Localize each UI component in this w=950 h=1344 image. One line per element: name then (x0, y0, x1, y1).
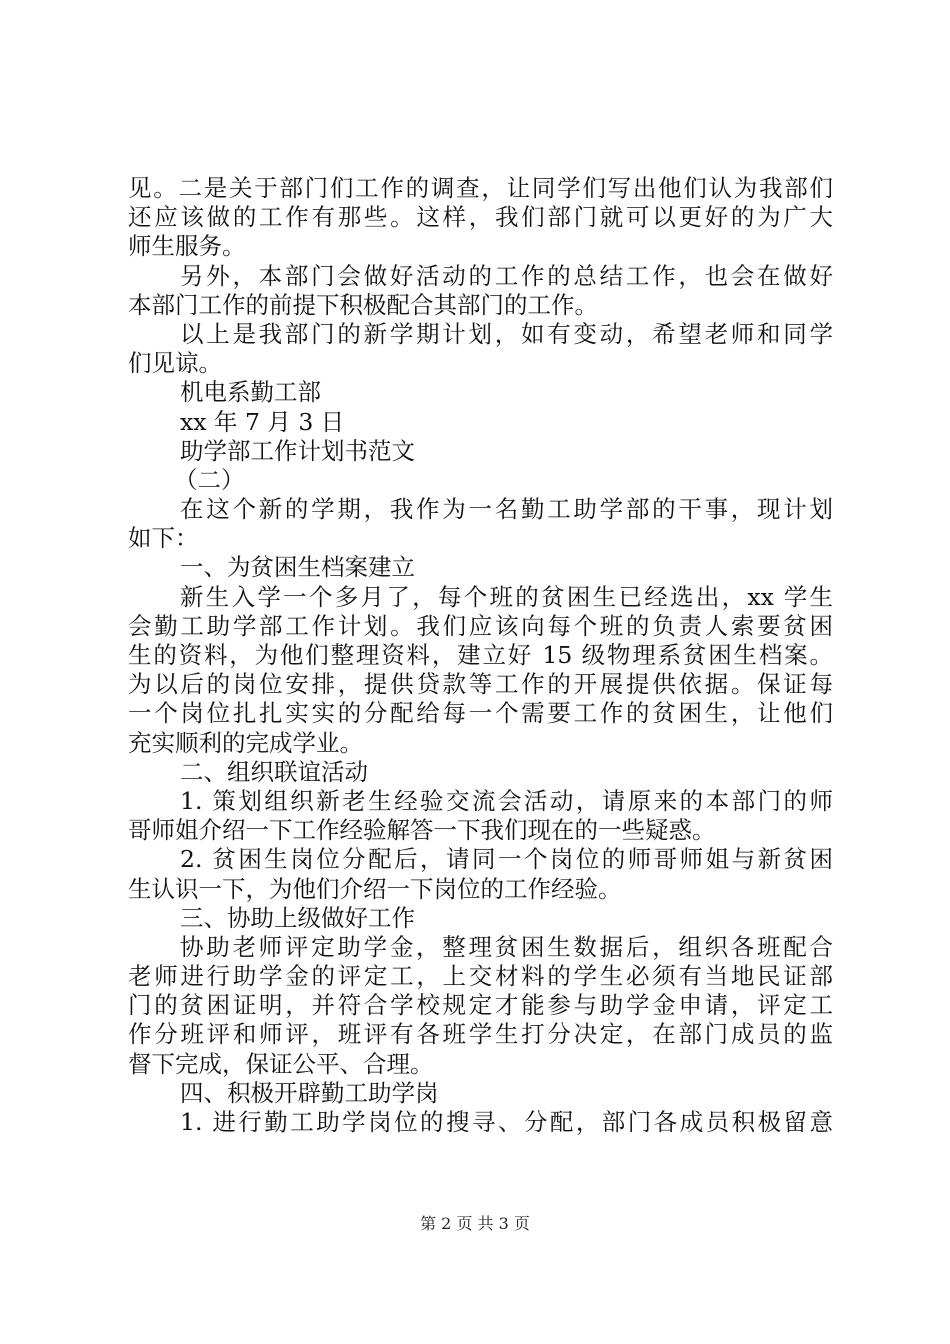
text-line: 助学部工作计划书范文 (180, 436, 415, 465)
text-line: 还应该做的工作有那些。这样，我们部门就可以更好的为广大 (128, 203, 833, 232)
text-line: 在这个新的学期，我作为一名勤工助学部的干事，现计划 (180, 495, 833, 524)
text-line: 协助老师评定助学金，整理贫困生数据后，组织各班配合 (180, 932, 833, 961)
text-line: 如下： (128, 524, 199, 553)
text-line: 1. 进行勤工助学岗位的搜寻、分配，部门各成员积极留意 (180, 1108, 833, 1136)
text-line: 们见谅。 (128, 349, 222, 378)
text-line: 一个岗位扎扎实实的分配给每一个需要工作的贫困生，让他们 (128, 699, 833, 728)
text-line: 二、组织联谊活动 (180, 757, 368, 786)
text-line: 一、为贫困生档案建立 (180, 553, 415, 582)
text-line: 2. 贫困生岗位分配后，请同一个岗位的师哥师姐与新贫困 (180, 845, 833, 874)
text-line: 以上是我部门的新学期计划，如有变动，希望老师和同学 (180, 319, 833, 348)
text-line: 会勤工助学部工作计划。我们应该向每个班的负责人索要贫困 (128, 611, 833, 640)
text-line: 另外，本部门会做好活动的工作的总结工作，也会在做好 (180, 261, 833, 290)
text-line: 生认识一下，为他们介绍一下岗位的工作经验。 (128, 874, 622, 903)
text-line: 哥师姐介绍一下工作经验解答一下我们现在的一些疑惑。 (128, 816, 716, 845)
text-line: 作分班评和师评，班评有各班学生打分决定，在部门成员的监 (128, 1020, 833, 1049)
text-line: 四、积极开辟勤工助学岗 (180, 1078, 439, 1107)
text-line: 为以后的岗位安排，提供贷款等工作的开展提供依据。保证每 (128, 670, 833, 699)
text-line: 三、协助上级做好工作 (180, 903, 415, 932)
text-line: xx 年 7 月 3 日 (180, 407, 345, 436)
text-line: （二） (174, 465, 245, 494)
text-line: 新生入学一个多月了，每个班的贫困生已经选出，xx 学生 (180, 582, 833, 611)
text-line: 师生服务。 (128, 232, 246, 261)
page-footer: 第 2 页 共 3 页 (420, 1214, 530, 1233)
text-line: 机电系勤工部 (180, 378, 321, 407)
text-line: 充实顺利的完成学业。 (128, 728, 363, 757)
text-line: 见。二是关于部门们工作的调查，让同学们写出他们认为我部们 (128, 174, 833, 202)
text-line: 门的贫困证明，并符合学校规定才能参与助学金申请，评定工 (128, 991, 833, 1020)
text-line: 督下完成，保证公平、合理。 (128, 1049, 434, 1078)
document-body (128, 174, 833, 1137)
text-line: 本部门工作的前提下积极配合其部门的工作。 (128, 290, 598, 319)
text-line: 生的资料，为他们整理资料，建立好 15 级物理系贫困生档案。 (128, 641, 833, 669)
text-line: 1. 策划组织新老生经验交流会活动，请原来的本部门的师 (180, 786, 833, 815)
text-line: 老师进行助学金的评定工，上交材料的学生必须有当地民证部 (128, 962, 833, 991)
